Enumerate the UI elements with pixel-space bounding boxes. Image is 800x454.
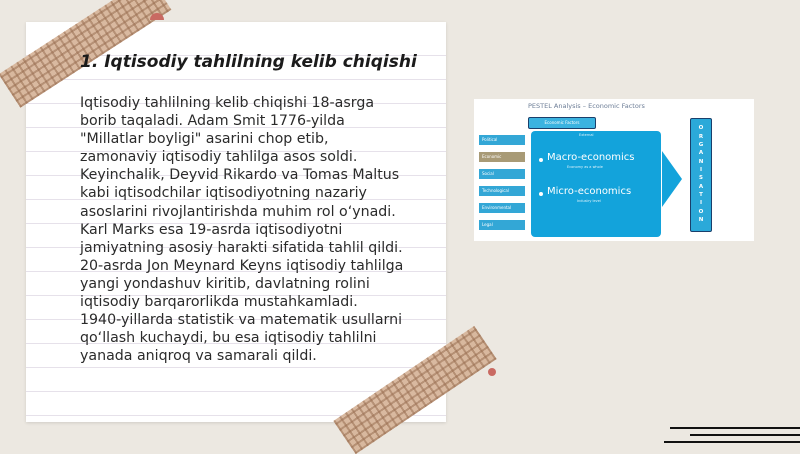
figure-left-item: Legal — [479, 220, 525, 230]
figure-left-item: Environmental — [479, 203, 525, 213]
figure-main-label: Macro-economics — [547, 152, 635, 163]
body-line: jamiyatning asosiy harakti sifatida tahlil qildi. — [80, 239, 403, 256]
bullet-icon — [539, 192, 543, 196]
figure-main-label: Micro-economics — [547, 186, 632, 197]
figure-right-letter: N — [698, 217, 704, 224]
figure-right-letter: N — [698, 158, 704, 165]
figure-right-letter: O — [698, 208, 704, 215]
figure-left-item: Social — [479, 169, 525, 179]
decor-line — [664, 441, 800, 443]
pin-dot-bottom — [488, 368, 496, 376]
slide-title: 1. Iqtisodiy tahlilning kelib chiqishi — [80, 52, 417, 72]
figure-right-letter: R — [698, 133, 704, 140]
body-text — [80, 94, 440, 365]
figure-left-item: Technological — [479, 186, 525, 196]
figure-right-letter: O — [698, 125, 704, 132]
body-line: 20-asrda Jon Meynard Keyns iqtisodiy tahlilga — [80, 257, 404, 274]
figure-right-letter: A — [698, 183, 704, 190]
decor-line — [690, 434, 800, 436]
figure-right-letter: S — [699, 175, 703, 182]
pestel-figure — [474, 99, 754, 241]
figure-main-note: External — [579, 133, 594, 137]
bullet-icon — [539, 158, 543, 162]
body-line: borib taqaladi. Adam Smit 1776-yilda — [80, 113, 345, 130]
figure-left-item: Political — [479, 135, 525, 145]
figure-right-letter: G — [698, 142, 704, 149]
decor-line — [670, 427, 800, 429]
body-line: zamonaviy iqtisodiy tahlilga asos soldi. — [80, 149, 358, 166]
figure-left-item: Economic — [479, 152, 525, 162]
figure-main-box — [531, 131, 661, 237]
body-line: asoslarini rivojlantirishda muhim rol o‘ynadi. — [80, 203, 396, 220]
figure-main-subnote: Economy as a whole — [567, 165, 603, 169]
body-line: "Millatlar boyligi" asarini chop etib, — [80, 131, 329, 148]
body-line: qo‘llash kuchaydi, bu esa iqtisodiy tahlilni — [80, 330, 377, 347]
body-line: iqtisodiy barqarorlikda mustahkamladi. — [80, 294, 358, 311]
figure-title: PESTEL Analysis – Economic Factors — [528, 102, 645, 110]
body-line: kabi iqtisodchilar iqtisodiyotning nazariy — [80, 185, 367, 202]
figure-right-letter: I — [699, 200, 703, 207]
figure-main-subnote: Industry level — [577, 199, 601, 203]
body-line: Iqtisodiy tahlilning kelib chiqishi 18-asrga — [80, 95, 375, 111]
body-line: yanada aniqroq va samarali qildi. — [80, 348, 317, 365]
body-line: 1940-yillarda statistik va matematik usullarni — [80, 312, 403, 329]
figure-right-letter: I — [699, 167, 703, 174]
figure-right-letter: A — [698, 150, 704, 157]
body-line: Keyinchalik, Deyvid Rikardo va Tomas Maltus — [80, 167, 400, 184]
pin-dot-top — [150, 13, 164, 20]
figure-right-letter: T — [699, 192, 703, 199]
body-line: yangi yondashuv kiritib, davlatning rolini — [80, 275, 370, 292]
figure-top-box: Economic Factors — [528, 117, 596, 129]
body-line: Karl Marks esa 19-asrda iqtisodiyotni — [80, 221, 343, 238]
arrow-right-icon — [662, 151, 682, 207]
figure-right-box — [690, 118, 712, 232]
